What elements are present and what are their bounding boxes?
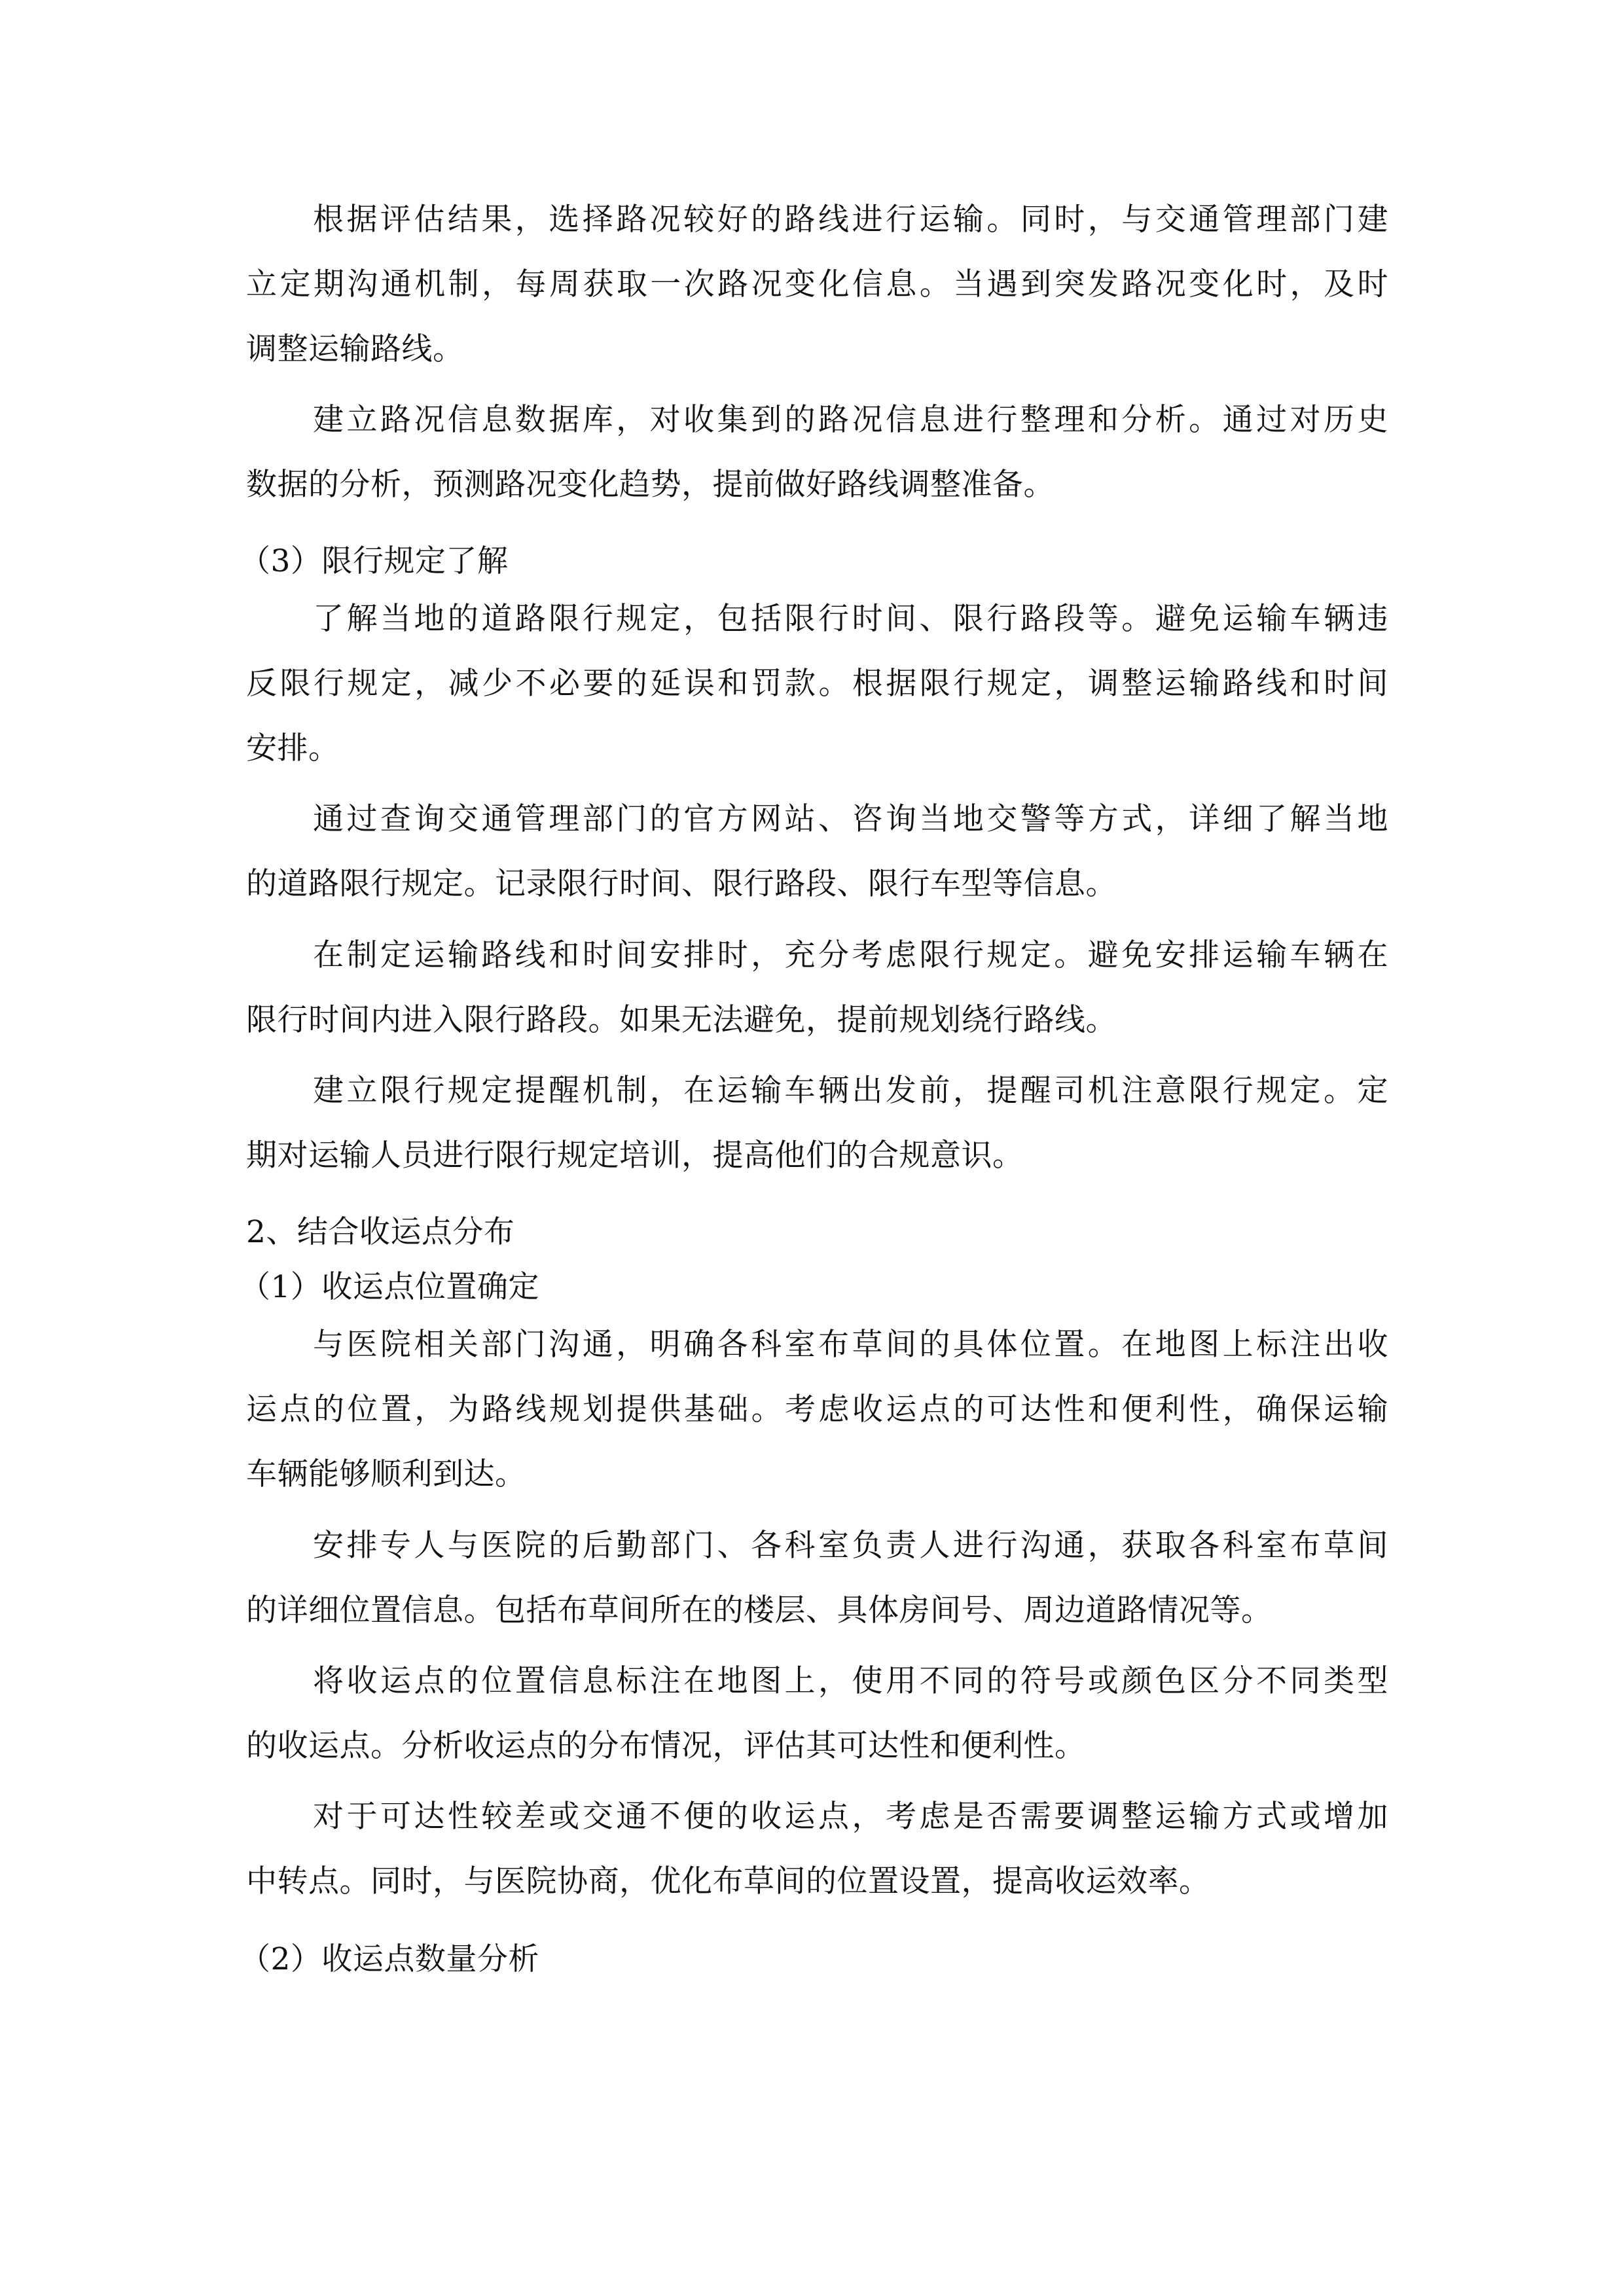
text-line: 建立限行规定提醒机制，在运输车辆出发前，提醒司机注意限行规定。定 xyxy=(313,1073,1388,1109)
text-line: 限行时间内进入限行路段。如果无法避免，提前规划绕行路线。 xyxy=(246,1002,1117,1038)
text-line: 的收运点。分析收运点的分布情况，评估其可达性和便利性。 xyxy=(246,1728,1086,1764)
text-line: 车辆能够顺利到达。 xyxy=(246,1456,526,1492)
subsection-heading: （1）收运点位置确定 xyxy=(240,1269,539,1305)
subsection-heading: （3）限行规定了解 xyxy=(240,543,509,579)
text-line: 与医院相关部门沟通，明确各科室布草间的具体位置。在地图上标注出收 xyxy=(313,1327,1388,1363)
text-line: 安排专人与医院的后勤部门、各科室负责人进行沟通，获取各科室布草间 xyxy=(313,1528,1388,1564)
text-line: 对于可达性较差或交通不便的收运点，考虑是否需要调整运输方式或增加 xyxy=(313,1799,1388,1835)
text-line: 的道路限行规定。记录限行时间、限行路段、限行车型等信息。 xyxy=(246,866,1117,902)
text-line: 通过查询交通管理部门的官方网站、咨询当地交警等方式，详细了解当地 xyxy=(313,801,1388,837)
text-line: 立定期沟通机制，每周获取一次路况变化信息。当遇到突发路况变化时，及时 xyxy=(246,266,1388,302)
text-line: 建立路况信息数据库，对收集到的路况信息进行整理和分析。通过对历史 xyxy=(313,402,1388,438)
text-line: 在制定运输路线和时间安排时，充分考虑限行规定。避免安排运输车辆在 xyxy=(313,937,1388,973)
text-line: 调整运输路线。 xyxy=(246,331,464,367)
text-line: 根据评估结果，选择路况较好的路线进行运输。同时，与交通管理部门建 xyxy=(313,202,1388,238)
section-heading: 2、结合收运点分布 xyxy=(246,1214,515,1250)
text-line: 的详细位置信息。包括布草间所在的楼层、具体房间号、周边道路情况等。 xyxy=(246,1592,1272,1628)
text-line: 将收运点的位置信息标注在地图上，使用不同的符号或颜色区分不同类型 xyxy=(313,1663,1388,1699)
text-line: 安排。 xyxy=(246,730,340,766)
text-line: 了解当地的道路限行规定，包括限行时间、限行路段等。避免运输车辆违 xyxy=(313,601,1388,637)
text-line: 中转点。同时，与医院协商，优化布草间的位置设置，提高收运效率。 xyxy=(246,1863,1210,1899)
subsection-heading: （2）收运点数量分析 xyxy=(240,1941,539,1977)
text-line: 运点的位置，为路线规划提供基础。考虑收运点的可达性和便利性，确保运输 xyxy=(246,1391,1388,1427)
text-line: 反限行规定，减少不必要的延误和罚款。根据限行规定，调整运输路线和时间 xyxy=(246,666,1388,702)
text-line: 数据的分析，预测路况变化趋势，提前做好路线调整准备。 xyxy=(246,467,1055,503)
text-line: 期对运输人员进行限行规定培训，提高他们的合规意识。 xyxy=(246,1138,1024,1174)
